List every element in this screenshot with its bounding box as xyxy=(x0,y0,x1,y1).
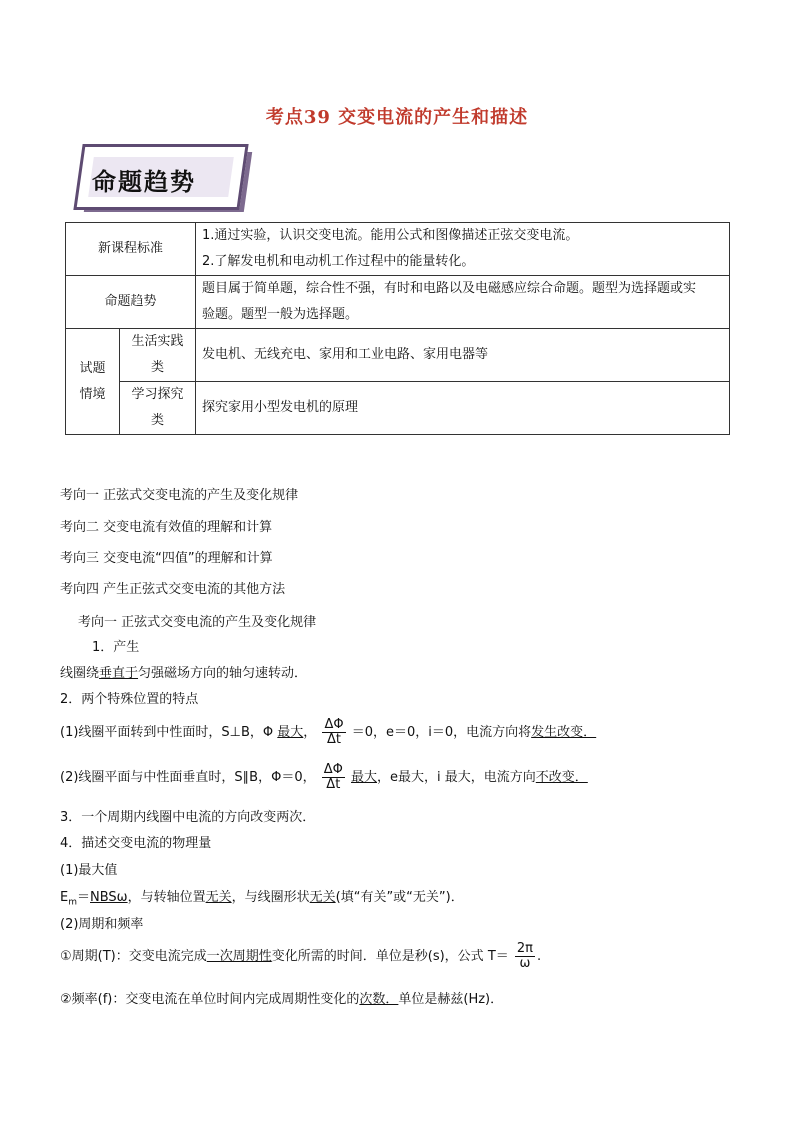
page-title: 考点39 交变电流的产生和描述 xyxy=(265,107,529,128)
paragraph: 4．描述交变电流的物理量 xyxy=(60,836,212,851)
fraction: $\frac{2\pi}{\omega}$ xyxy=(516,941,534,971)
table-cell: 1.通过实验，认识交变电流。能用公式和图像描述正弦交变电流。 2.了解发电机和电动机工作过程中的能量转化。 xyxy=(196,223,730,276)
table-header-cell: 新课程标准 xyxy=(66,223,196,276)
fraction: $\frac{\Delta\Phi}{\Delta t}$ xyxy=(324,717,344,747)
table-row xyxy=(66,223,730,276)
paragraph: 3．一个周期内线圈中电流的方向改变两次． xyxy=(60,810,316,825)
table-cell: 发电机、无线充电、家用和工业电路、家用电器等 xyxy=(196,329,730,382)
table-subheader-cell: 学习探究 类 xyxy=(120,382,196,435)
table-cell: 探究家用小型发电机的原理 xyxy=(196,382,730,435)
paragraph: 1．产生 xyxy=(92,640,140,655)
direction-item: 考向一 正弦式交变电流的产生及变化规律 xyxy=(60,488,299,503)
table-row xyxy=(66,276,730,329)
direction-item: 考向三 交变电流“四值”的理解和计算 xyxy=(60,551,273,566)
table-header-cell: 命题趋势 xyxy=(66,276,196,329)
banner-text: 命题趋势 xyxy=(92,168,196,196)
fraction: $\frac{\Delta\Phi}{\Delta t}$ xyxy=(323,762,343,792)
direction-item: 考向四 产生正弦式交变电流的其他方法 xyxy=(60,582,286,597)
paragraph: $E_m=NBS\omega$，与转轴位置无关，与线圈形状无关(填“有关”或“无关”)． xyxy=(60,890,464,908)
table-header-cell: 试题 情境 xyxy=(66,329,120,435)
table-row xyxy=(66,329,730,382)
table-subheader-cell: 生活实践 类 xyxy=(120,329,196,382)
paragraph: (2)周期和频率 xyxy=(60,917,144,932)
topic-banner xyxy=(74,140,260,226)
paragraph: (1)最大值 xyxy=(60,863,118,878)
paragraph: ②频率(f)：交变电流在单位时间内完成周期性变化的次数．单位是赫兹(Hz)． xyxy=(60,992,504,1007)
paragraph: (2)线圈平面与中性面垂直时，S∥B，Φ＝0， $\frac{\Delta\Phi}{\Delta t}$ 最大，e最大，i 最大，电流方向不改变． xyxy=(60,762,588,792)
direction-item: 考向二 交变电流有效值的理解和计算 xyxy=(60,520,273,535)
table-cell: 题目属于简单题，综合性不强，有时和电路以及电磁感应综合命题。题型为选择题或实 验题。题型一般为选择题。 xyxy=(196,276,730,329)
section-title: 考向一 正弦式交变电流的产生及变化规律 xyxy=(78,615,317,630)
trend-table xyxy=(65,222,730,435)
table-row xyxy=(66,382,730,435)
paragraph: (1)线圈平面转到中性面时，S⊥B，Φ 最大， $\frac{\Delta\Phi}{\Delta t}$ ＝0，e＝0，i＝0，电流方向将发生改变． xyxy=(60,717,597,747)
paragraph: ①周期(T)：交变电流完成一次周期性变化所需的时间．单位是秒(s)，公式 T＝ $\frac{2\pi}{\omega}$ . xyxy=(60,941,542,971)
paragraph: 2．两个特殊位置的特点 xyxy=(60,692,199,707)
paragraph: 线圈绕垂直于匀强磁场方向的轴匀速转动． xyxy=(60,666,308,681)
